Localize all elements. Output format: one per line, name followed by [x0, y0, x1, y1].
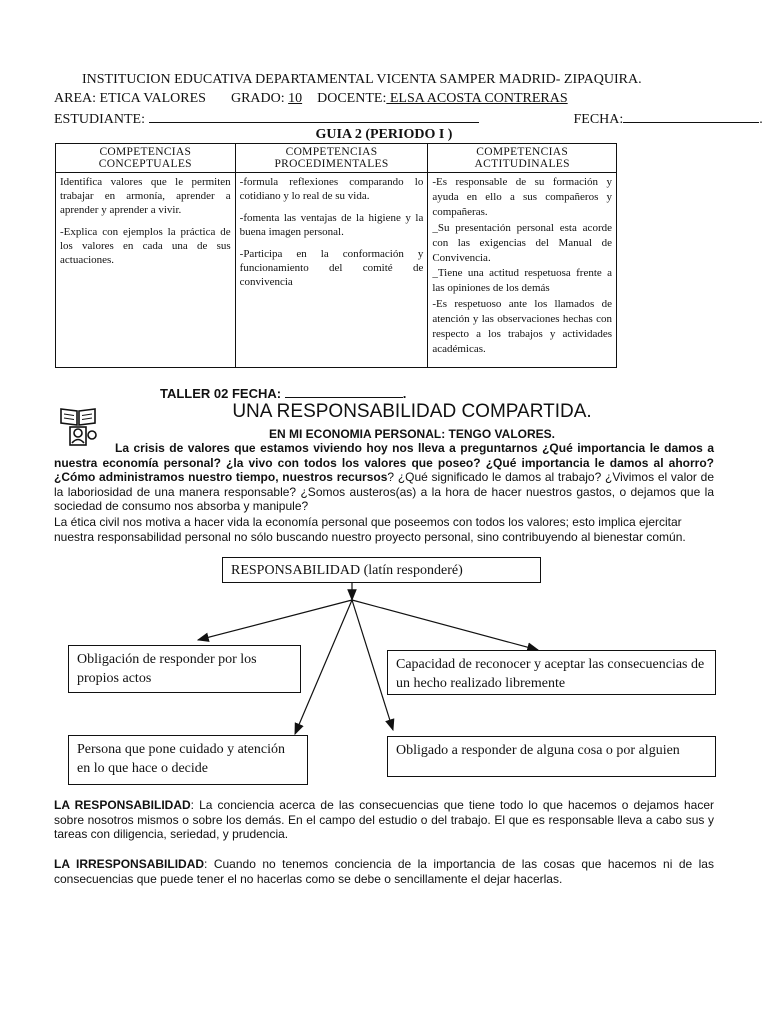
list-item: -Es responsable de su formación y ayuda en ello a sus compañeros y compañeras. [432, 176, 612, 219]
area-value: ETICA VALORES [99, 91, 206, 106]
list-item: -Participa en la conformación y funcionamiento del comité de convivencia [239, 248, 424, 288]
institution-title: INSTITUCION EDUCATIVA DEPARTAMENTAL VICENTA SAMPER MADRID- ZIPAQUIRA. [82, 72, 642, 87]
arrow-right-top [352, 600, 538, 650]
header-procedimentales: COMPETENCIAS PROCEDIMENTALES [235, 144, 428, 173]
list-item: Identifica valores que le permiten trabajar en armonía, aprender a aprender y aprender a vivir. [60, 176, 231, 216]
diagram-node-4: Obligado a responder de alguna cosa o por alguien [387, 736, 716, 777]
definition-responsabilidad [54, 798, 714, 842]
taller-label: TALLER 02 FECHA: [160, 386, 285, 401]
area-label: AREA: [54, 91, 96, 106]
definition-term: LA IRRESPONSABILIDAD [54, 857, 205, 871]
list-item: _Su presentación personal esta acorde con las exigencias del Manual de Convivencia. [432, 221, 612, 265]
diagram-root-node: RESPONSABILIDAD (latín responderé) [222, 557, 541, 583]
list-item: -formula reflexiones comparando lo cotidiano y lo real de su vida. [239, 176, 424, 202]
grado-value: 10 [288, 91, 303, 106]
list-item: -Es respetuoso ante los llamados de atención y las observaciones hechas con respecto a los trabajos y actividades académicas. [432, 297, 612, 356]
diagram-node-3: Persona que pone cuidado y atención en lo que hace o decide [68, 735, 308, 785]
definition-term: LA RESPONSABILIDAD [54, 798, 191, 812]
intro-bold-text: La crisis de valores que estamos viviendo hoy nos lleva a preguntarnos ¿Qué importancia le damos a nuestra economía personal? ¿la vivo con todos los valores que poseo? ¿Qué importancia le damos al ahorro? ¿Cómo administramos nuestro tiempo, nuestros recursos [54, 441, 714, 484]
estudiante-line: ESTUDIANTE: FECHA: . [54, 112, 763, 127]
list-item: _Tiene una actitud respetuosa frente a las opiniones de los demás [432, 267, 612, 295]
diagram-node-1: Obligación de responder por los propios actos [68, 645, 301, 693]
definition-text: : Cuando no tenemos conciencia de la importancia de las cosas que hacemos ni de las consecuencias que puede tener el no hacerlas como se debe o sencillamente el dejar hacerlas. [54, 857, 714, 886]
docente-label: DOCENTE: [317, 91, 387, 106]
estudiante-label: ESTUDIANTE: [54, 112, 145, 127]
intro-normal-text: ? ¿Qué significado le damos al trabajo? ¿Vivimos el valor de la laboriosidad de una manera responsable? ¿Somos austeros(as) a la hora de hacer nuestros gastos, o dejamos que la sociedad de consumo nos absorba y manipule? [54, 470, 715, 513]
intro-paragraph-2: La ética civil nos motiva a hacer vida la economía personal que poseemos con todos los valores; esto implica ejercitar nuestra responsabilidad personal no sólo buscando nuestro proyecto personal, sino contribuyendo al bienestar común. [54, 515, 686, 544]
taller-subtitle: EN MI ECONOMIA PERSONAL: TENGO VALORES. [268, 427, 555, 441]
guia-title: GUIA 2 (PERIODO I ) [315, 127, 453, 142]
arrow-left-top [198, 600, 352, 640]
fecha-label: FECHA: [573, 112, 624, 127]
docente-value: ELSA ACOSTA CONTRERAS [386, 91, 568, 106]
diagram-node-2: Capacidad de reconocer y aceptar las consecuencias de un hecho realizado libremente [387, 650, 716, 695]
list-item: -fomenta las ventajas de la higiene y la buena imagen personal. [239, 212, 424, 238]
taller-line: TALLER 02 FECHA: . [160, 386, 407, 401]
grado-label: GRADO: [230, 91, 285, 106]
definition-irresponsabilidad [54, 857, 714, 886]
list-item: -Explica con ejemplos la práctica de los valores en cada una de sus actuaciones. [60, 226, 231, 266]
header-conceptuales: COMPETENCIAS CONCEPTUALES [56, 144, 236, 173]
arrow-left-bottom [295, 600, 352, 734]
definition-text: : La conciencia acerca de las consecuencias que tiene todo lo que hacemos o dejamos hacer sobre nosotros mismos o sobre los demás. En el campo del estudio o del trabajo. El que es responsable lleva a cabo sus y tareas con diligencia, seriedad, y prudencia. [54, 798, 714, 841]
taller-title: UNA RESPONSABILIDAD COMPARTIDA. [232, 401, 592, 422]
header-actitudinales: COMPETENCIAS ACTITUDINALES [428, 144, 617, 173]
